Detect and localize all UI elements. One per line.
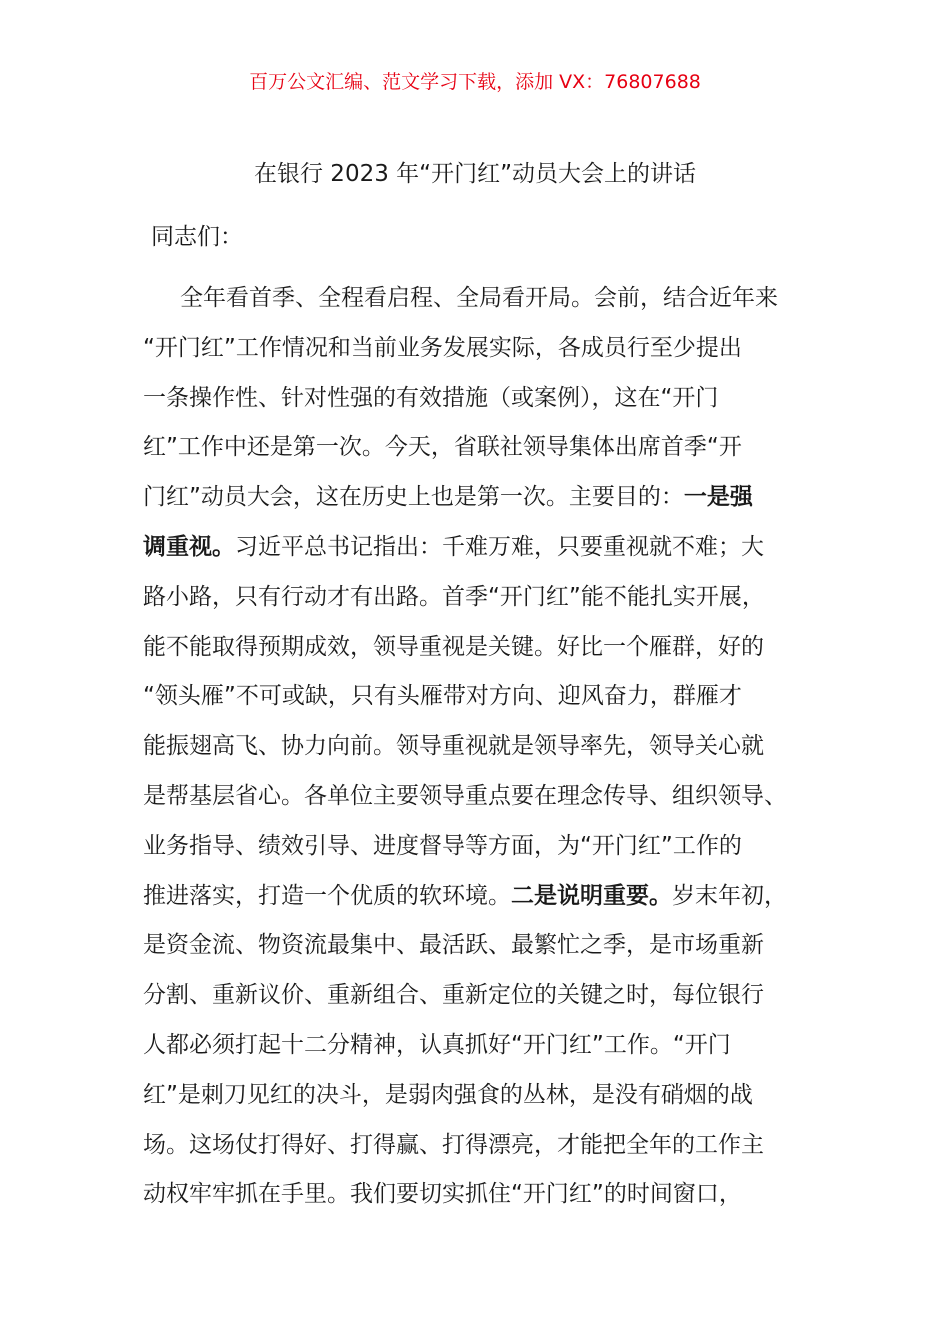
text-span: 是资金流、物资流最集中、最活跃、最繁忙之季，是市场重新: [143, 932, 764, 959]
text-span: 分割、重新议价、重新组合、重新定位的关键之时，每位银行: [143, 982, 764, 1009]
document-title: 在银行 2023 年“开门红”动员大会上的讲话: [254, 161, 696, 187]
text-span: 习近平总书记指出：千难万难，只要重视就不难；大: [235, 533, 764, 560]
text-line: [143, 1078, 813, 1128]
text-line: [143, 928, 813, 978]
bold-heading-2: 二是说明重要。: [511, 882, 672, 909]
text-line: [143, 779, 813, 829]
text-span: 是帮基层省心。各单位主要领导重点要在理念传导、组织领导、: [143, 782, 787, 809]
text-line: [143, 580, 813, 630]
text-line: [143, 829, 813, 879]
text-line: [143, 679, 813, 729]
text-line: [143, 630, 813, 680]
text-span: 红”是刺刀见红的决斗，是弱肉强食的丛林，是没有硝烟的战: [143, 1081, 753, 1108]
text-line: [143, 480, 813, 530]
text-line: [143, 729, 813, 779]
text-span: 场。这场仗打得好、打得赢、打得漂亮，才能把全年的工作主: [143, 1131, 764, 1158]
text-span: 能不能取得预期成效，领导重视是关键。好比一个雁群，好的: [143, 633, 764, 660]
header-note: 百万公文汇编、范文学习下载，添加 VX：76807688: [249, 71, 701, 93]
text-span: 红”工作中还是第一次。今天，省联社领导集体出席首季“开: [143, 434, 742, 461]
text-line: [143, 1177, 813, 1227]
text-line: [143, 978, 813, 1028]
text-line: [143, 331, 813, 381]
text-line: [143, 1128, 813, 1178]
body-text: [143, 281, 813, 1227]
text-span: 全年看首季、全程看启程、全局看开局。会前，结合近年来: [180, 285, 778, 311]
text-span: 路小路，只有行动才有出路。首季“开门红”能不能扎实开展，: [143, 583, 765, 610]
text-line: [143, 430, 813, 480]
text-span: “开门红”工作情况和当前业务发展实际，各成员行至少提出: [143, 334, 742, 361]
text-span: 一条操作性、针对性强的有效措施（或案例），这在“开门: [143, 384, 719, 411]
text-line: [143, 381, 813, 431]
text-span: 门红”动员大会，这在历史上也是第一次。主要目的：: [143, 484, 684, 511]
text-span: 业务指导、绩效引导、进度督导等方面，为“开门红”工作的: [143, 832, 742, 859]
text-span: 能振翅高飞、协力向前。领导重视就是领导率先，领导关心就: [143, 733, 764, 760]
text-line: [143, 1028, 813, 1078]
text-span: “领头雁”不可或缺，只有头雁带对方向、迎风奋力，群雁才: [143, 683, 742, 710]
text-line: [143, 530, 813, 580]
text-line: [143, 281, 813, 331]
bold-heading-1-start: 一是强: [683, 484, 753, 511]
text-span: 人都必须打起十二分精神，认真抓好“开门红”工作。“开门: [143, 1031, 731, 1058]
text-line: [143, 879, 813, 929]
text-span: 推进落实，打造一个优质的软环境。: [143, 882, 511, 909]
salutation: 同志们：: [151, 224, 243, 250]
text-span: 动权牢牢抓在手里。我们要切实抓住“开门红”的时间窗口，: [143, 1181, 742, 1208]
text-span: 岁末年初，: [672, 882, 787, 909]
bold-heading-1-end: 调重视。: [143, 533, 235, 560]
